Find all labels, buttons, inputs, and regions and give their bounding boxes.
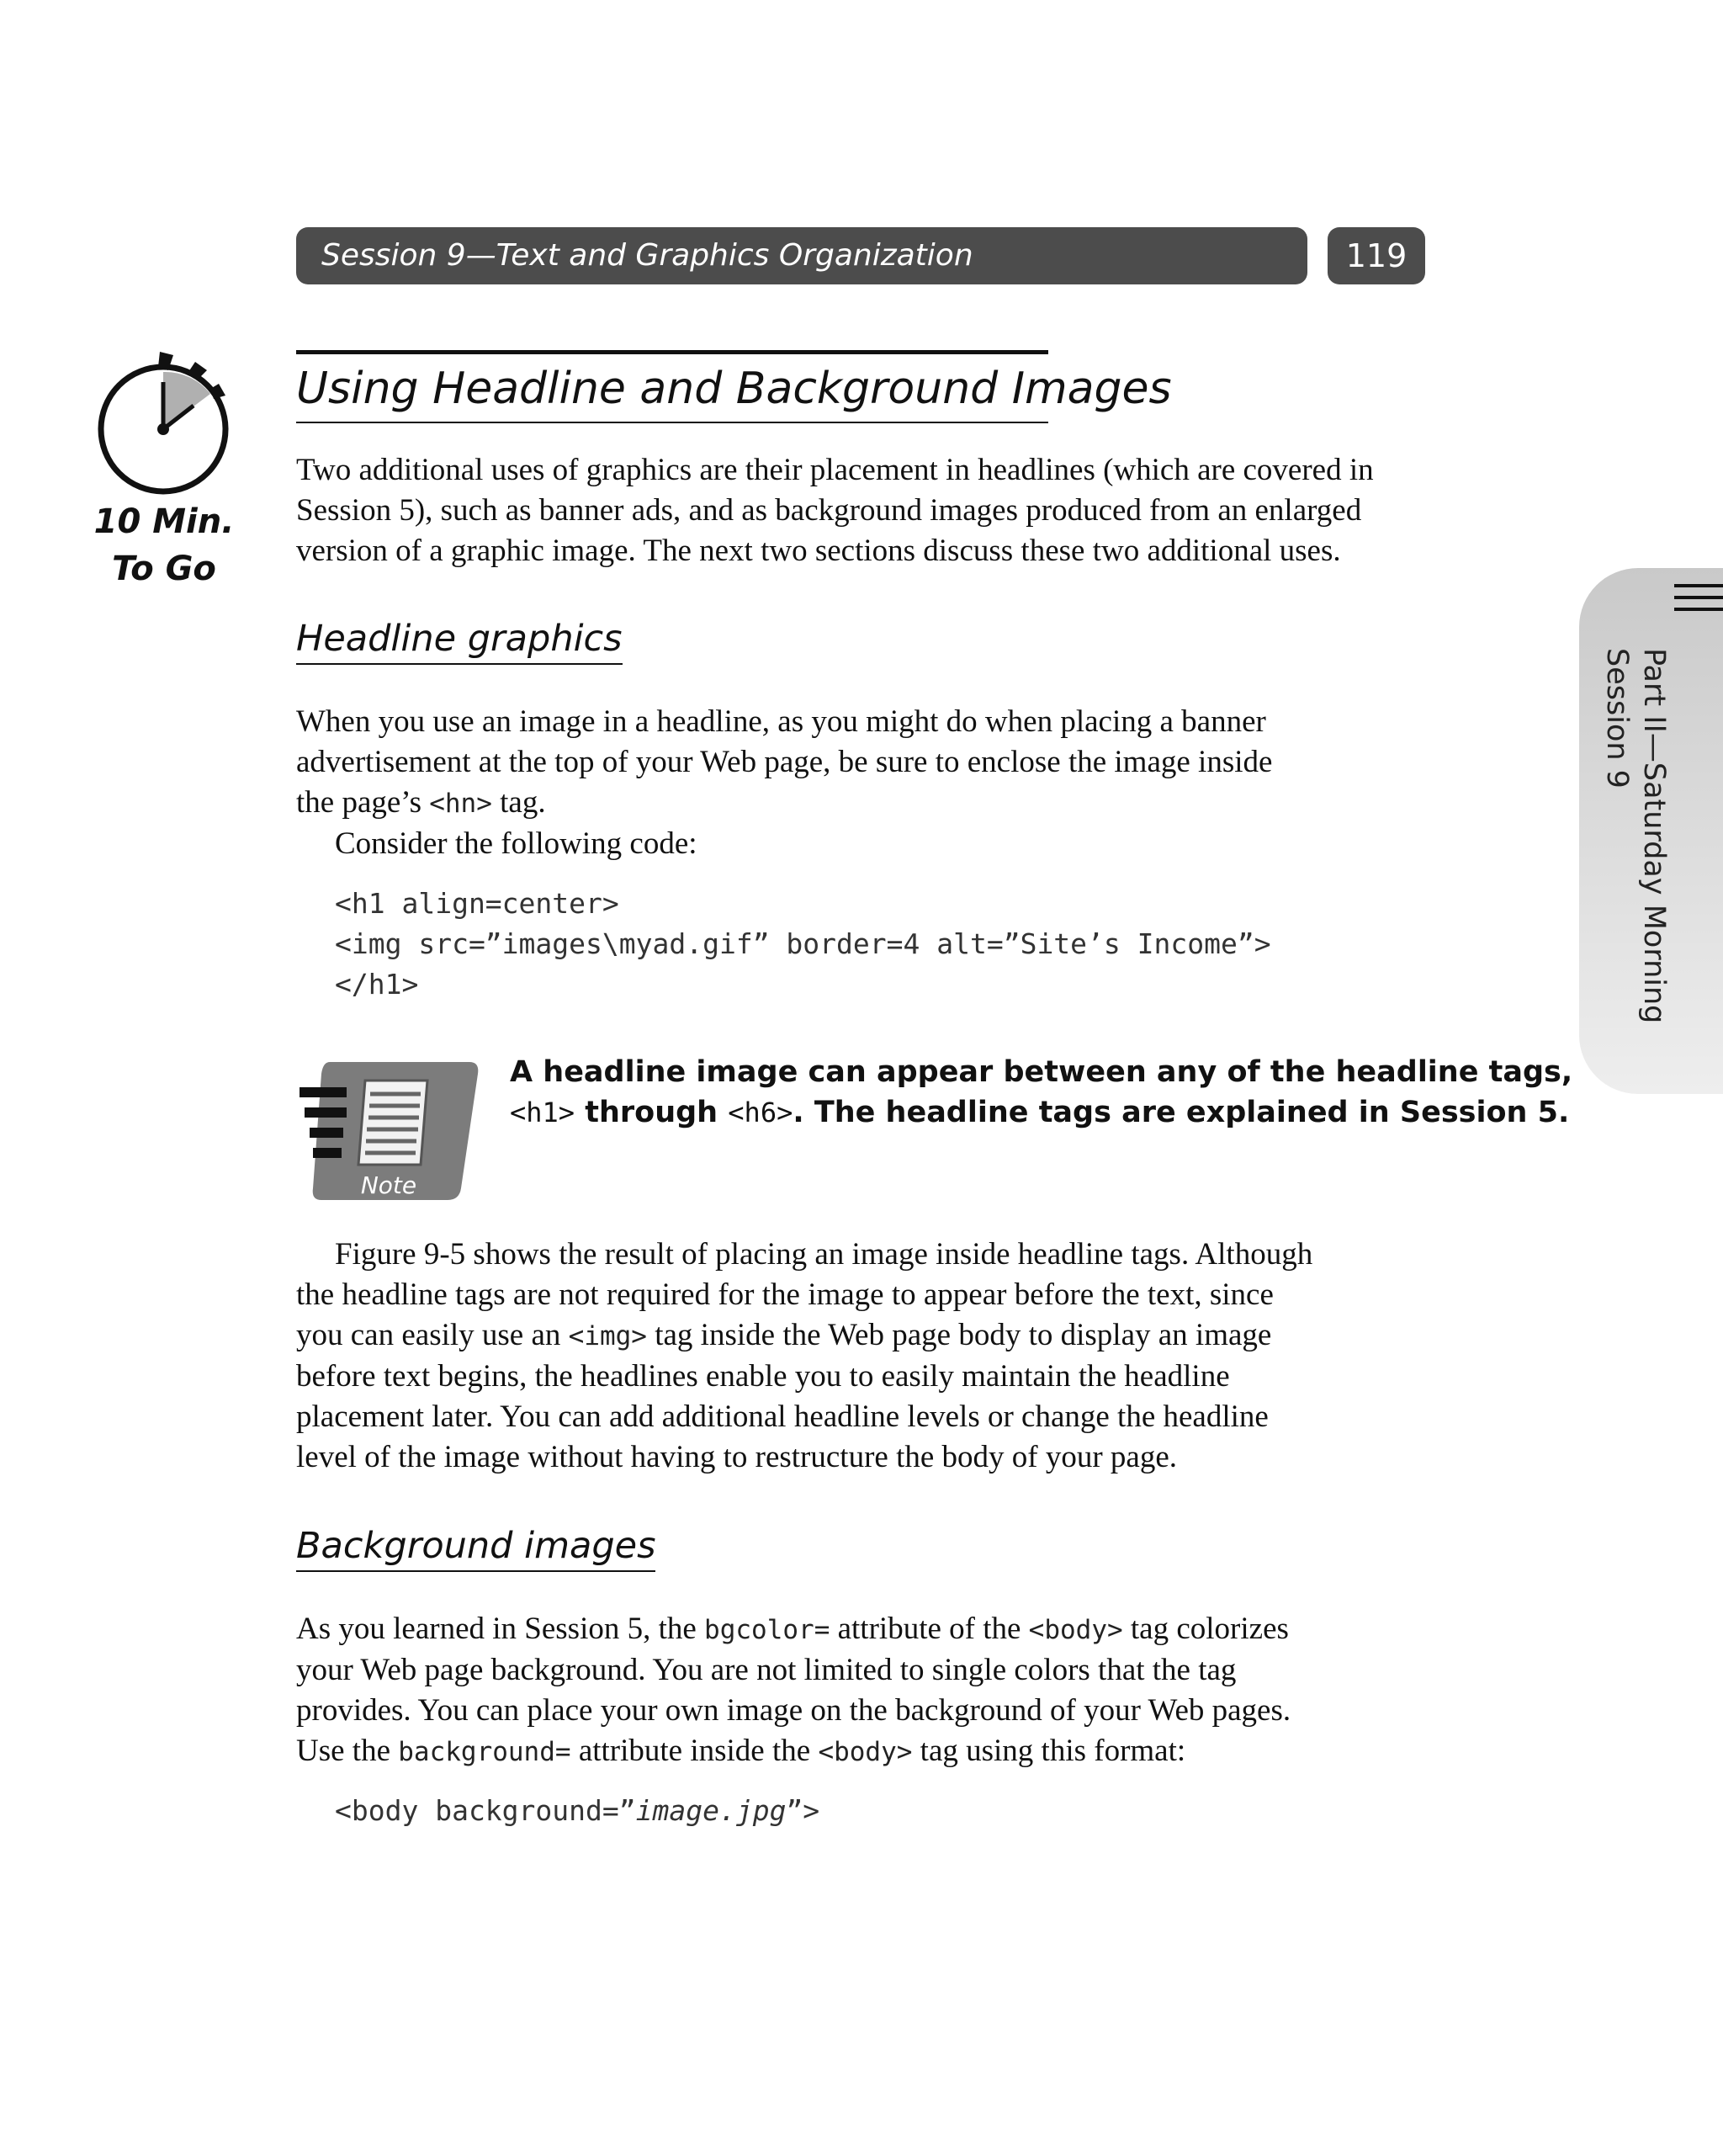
code-placeholder: image.jpg	[635, 1794, 787, 1827]
background-images-heading: Background images	[296, 1521, 655, 1572]
intro-paragraph	[296, 450, 1428, 571]
text-line: Use the	[296, 1734, 399, 1768]
text-line: the headline tags are not required for the image to appear before the text, since	[296, 1277, 1274, 1312]
code-listing-background	[335, 1791, 819, 1831]
intro-line-2: Session 5), such as banner ads, and as background images produced from an enlarged	[296, 493, 1362, 528]
code-part: <body background=”	[335, 1794, 636, 1827]
headline-graphics-heading: Headline graphics	[296, 614, 623, 665]
text-line: before text begins, the headlines enable you to easily maintain the headline	[296, 1359, 1230, 1394]
text-line: you can easily use an	[296, 1318, 569, 1352]
text-line: placement later. You can add additional headline levels or change the headline	[296, 1399, 1269, 1434]
part-tab-line-1: Part II—Saturday Morning	[1637, 648, 1671, 1024]
text-line: tag.	[491, 785, 546, 820]
code-listing-headline	[335, 884, 1271, 1005]
inline-code: <img>	[568, 1321, 647, 1351]
note-label: Note	[360, 1171, 417, 1199]
text-line: level of the image without having to restructure the body of your page.	[296, 1440, 1178, 1474]
note-icon	[296, 1062, 481, 1203]
code-line: <h1 align=center>	[335, 887, 619, 920]
text-line: your Web page background. You are not limited to single colors that the tag	[296, 1653, 1237, 1687]
tab-lines-icon	[1674, 581, 1723, 619]
text-line: tag colorizes	[1122, 1612, 1289, 1646]
inline-code: background=	[398, 1737, 571, 1767]
text-line: tag using this format:	[912, 1734, 1186, 1768]
time-remaining-line1: 10 Min.	[93, 502, 235, 541]
text-line: As you learned in Session 5, the	[296, 1612, 705, 1646]
text-line: When you use an image in a headline, as you might do when placing a banner	[296, 704, 1266, 739]
inline-code: <h6>	[728, 1097, 793, 1128]
inline-code: bgcolor=	[704, 1615, 830, 1645]
part-tab-line-2: Session 9	[1600, 648, 1634, 789]
inline-code: <h1>	[510, 1097, 575, 1128]
text-line: attribute of the	[830, 1612, 1029, 1646]
text-line: attribute inside the	[570, 1734, 819, 1768]
text-line: the page’s	[296, 785, 430, 820]
inline-code: <body>	[1028, 1615, 1123, 1645]
inline-code: <hn>	[429, 789, 492, 819]
headline-graphics-paragraph-2	[296, 1235, 1428, 1478]
background-images-paragraph	[296, 1609, 1428, 1772]
time-remaining-line2: To Go	[112, 550, 216, 588]
clock-icon	[93, 345, 236, 497]
code-line: <img src=”images\myad.gif” border=4 alt=”Site’s Income”>	[335, 927, 1271, 960]
code-line: </h1>	[335, 968, 419, 1001]
text-line: Consider the following code:	[335, 826, 697, 861]
section-heading: Using Headline and Background Images	[296, 350, 1048, 423]
note-line: . The headline tags are explained in Session 5.	[793, 1096, 1570, 1129]
time-remaining-label	[84, 498, 244, 592]
text-line: Figure 9-5 shows the result of placing an image inside headline tags. Although	[335, 1237, 1313, 1272]
intro-line-1: Two additional uses of graphics are their placement in headlines (which are covered in	[296, 453, 1374, 487]
headline-graphics-paragraph-1	[296, 702, 1428, 864]
code-part: ”>	[786, 1794, 820, 1827]
part-tab-text	[1598, 648, 1673, 1023]
intro-line-3: version of a graphic image. The next two sections discuss these two additional uses.	[296, 534, 1341, 568]
text-line: tag inside the Web page body to display an image	[646, 1318, 1272, 1352]
text-line: provides. You can place your own image on the background of your Web pages.	[296, 1693, 1291, 1728]
inline-code: <body>	[818, 1737, 913, 1767]
note-line: through	[575, 1096, 729, 1129]
text-line: advertisement at the top of your Web page, be sure to enclose the image inside	[296, 745, 1273, 779]
page-number: 119	[1328, 227, 1425, 284]
note-text	[510, 1052, 1573, 1133]
running-header	[296, 227, 1307, 284]
note-line: A headline image can appear between any of the headline tags,	[510, 1055, 1573, 1089]
session-title: Session 9—Text and Graphics Organization	[321, 238, 973, 273]
